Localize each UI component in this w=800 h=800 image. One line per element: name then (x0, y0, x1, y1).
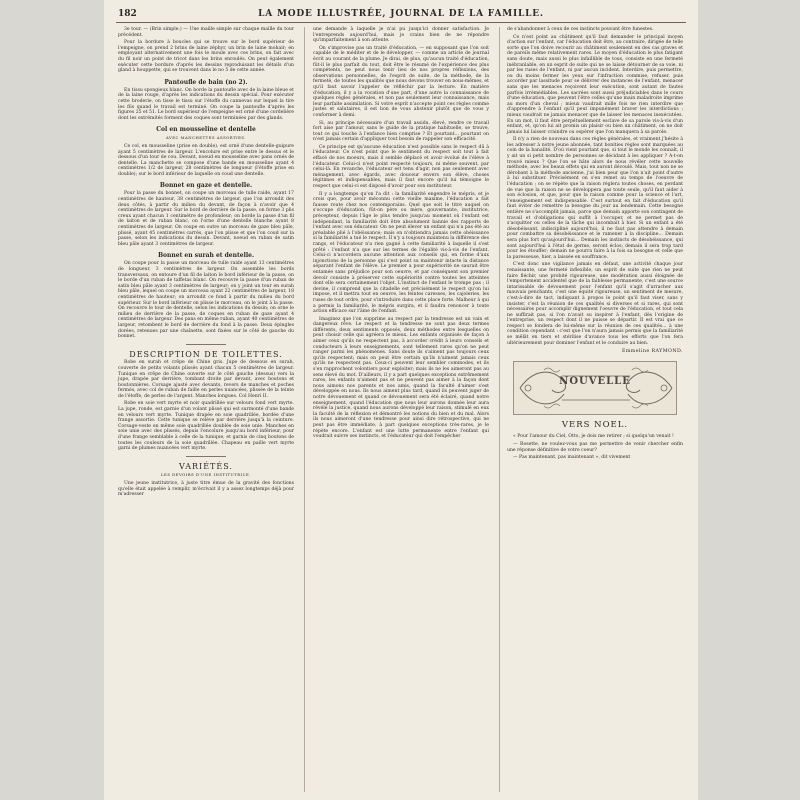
newspaper-page (104, 0, 698, 800)
paragraph: Une jeune institutrice, à juste titre émue de la gravité des fonctions qu'elle était appelée à remplir, m'écrivait il y a assez longtemps déjà pour m'adresser (118, 481, 294, 498)
paragraph: On coupe pour la passe un morceau de tulle raide ayant 13 centimètres de longueur, 3 centimètres de largeur. On assemble les bords transversaux, on entoure d'un fil de laiton le bord inférieur de la passe, on le borde d'un ruban de taffetas blanc. On recouvre la passe d'un ruban de satin bleu pâle ayant 3 centimètres de largeur; on y joint un tour en surah bleu pâle, lequel on coupe un morceau ayant 22 centimètres de largeur, 18 centimètres de hauteur; on arrondit ce fond à partir du milieu du bord supérieur. Sur le bord inférieur on plisse le morceau, on le joint à la passe. On recouvre le tour de dentelle, selon les indications du dessin; on orne le milieu de derrière de la passe, de coques en ruban de gaze ayant 4 centimètres de largeur. Des pans en même ruban, ayant 40 centimètres de largeur, retombent le bord de derrière du fond à la passe. Deux épingles dorées, retenues par une chaînette, sont fixées sur le côté de gauche du bonnet. (118, 261, 294, 340)
paragraph: Ce principe est qu'aucune éducation n'est possible sans le respect dû à l'éducateur. Ce n'est point que le sentiment du respect soit tout à fait effacé de nos moeurs, mais il semble déplacé et avoir évolué de l'élève à l'éducateur. Celui-ci n'est point respecté toujours, ni même souvent, par celui-là. En revanche, l'éducateur est tenu d'agir, non pas seulement avec ménagement, avec égards, avec douceur envers son élève, choses légitimes et indispensables, mais il faut encore qu'il lui témoigne le respect que celui-ci est disposé d'avoir pour son instituteur. (313, 144, 489, 190)
section-title: Bonnet en surah et dentelle. (157, 252, 255, 260)
paragraph: Il y a longtemps qu'on l'a dit : la familiarité engendre le mépris, et je crois que, pour avoir méconnu cette vieille maxime, l'éducation a fait fausse route chez nos contemporains. Quel que soit le titre auquel on s'occupe d'éducation, fût-on père ou mère, gouvernante, institutrice, précepteur, depuis l'âge le plus tendre jusqu'au moment où l'enfant est indépendant, la familiarité doit être absolument bannie des rapports de l'enfant avec son éducateur. On ne peut élever un enfant qui n'a pas été au préalable plié à l'obéissance; mais on n'obtiendra jamais cette obéissance si la familiarité a tué le respect. Il n'y a toujours maintenu la différence des rangs, et l'éducateur n'a rien gagné à cette familiarité à laquelle il s'est prêté : l'enfant n'a que sur les termes de l'égalité vis-à-vis de l'enfant. Celui-ci n'accordera aucune attention aux conseils qui, en forme d'aux injonctions de la personne qui s'est point su maintenir intacte la distance séparant l'enfant de l'élève. Le premier a pour supériorité ne saurait être entamée sans préjudice pour son oeuvre, et par conséquent son premier devoir consiste à préserver cette supériorité contre toutes les atteintes dont elle sera certainement l'objet. L'instinct de l'enfant le trompe pas ; il devine, il comprend que la citadelle est précisément le respect qu'on lui impose, et il mettra tout en oeuvre, les feintes caresses, les cajoleries, les ruses de tout ordre, pour s'introduire dans cette place forte. Malheur à qui a permis la familiarité, le mépris surgira, et il faudra renoncer à toute action efficace sur l'âme de l'enfant. (313, 191, 489, 315)
paragraph: En tissu spongieux blanc. On borde la pantoufle avec de la laine bleue et de la laine rouge, d'après les indications du dessin spécial. Pour exécuter cette broderie, on tisse le tissu sur l'étoffe du cannevas sur lequel la tire les fils quand le travail est terminé. On coupe la pantoufle d'après les figures 25 et 51. Le bord supérieur de l'empeigne est orné d'une cordelière dont les extrémités forment des coques sont terminées par des glands. (118, 87, 294, 121)
section-divider (186, 344, 226, 345)
paragraph: — Rosette, ne voulez-vous pas me permettre de venir chercher enfin une réponse définitive de votre coeur? (507, 442, 683, 453)
section-title: DESCRIPTION DE TOILETTES. (129, 349, 283, 359)
column-1 (118, 27, 294, 500)
paragraph: une demande à laquelle je n'ai pu jusqu'ici donner satisfaction. Je l'entreprends aujourd'hui, mais je crains bien de ne répondre qu'imparfaitement à son attente. (313, 27, 489, 44)
nouvelle-banner (513, 361, 677, 415)
section-title: Pantoufle de bain (no 2). (164, 78, 248, 86)
section-title: Bonnet en gaze et dentelle. (159, 182, 253, 190)
paragraph: Robe en surah et crêpe de Chine gris. Jupe de dessous en surah, couverte de petits volants plissés ayant chacun 5 centimètres de largeur. Tunique en crêpe de Chine ouverte sur le côté gauche (dessus) vers la jupe, drapée par derrière, tombant droite par devant, avec boutons et boutonnières. Corsage ajusté avec devants, revers de manches et poches fermés, avec col de ruban de faille en perles nuancées, plissée de la teinte de l'étoffe, de perles de l'argent. Manches longues. Col Henri II. (118, 360, 294, 399)
section-divider (186, 456, 226, 457)
paragraph: Pour la bordure à boucles qui se trouve sur le bord supérieur de l'empeigne, on prend 2 brins de laine zéphyr, un brin de laine mohair; en employant alternativement une fois le moule avec ces brins, on fait avec du fil noir un point de tricot dans les brins enroulés. On peut également exécuter cette bordure d'après les dessins reproduisant les détails d'un gland à houppette, qui se trouvent dans le no 5 de cette année. (118, 40, 294, 74)
column-3 (507, 27, 683, 463)
section-title: Col en mousseline et dentelle (156, 126, 256, 134)
column-divider (499, 27, 500, 792)
column-2 (313, 27, 489, 442)
paragraph: Pour la passe du bonnet, on coupe un morceau de tulle raide, ayant 17 centimètres de hauteur, 38 centimètres de largeur, que l'on arrondit des deux côtés, à partir du milieu du devant, de façon à n'avoir que 4 centimètres de largeur. Sur le bord de derrière de la passe, on forme 3 plis creux ayant chacun 1 centimètre de profondeur; on borde la passe d'un fil de laiton et de ruban blanc, on l'orne d'une dentelle blanche ayant 8 centimètres de largeur. On coupe en outre un morceau de gaze bleu pâle, plissé, ayant 45 centimètres carrés, que l'on plisse et que l'on coud sur la passe, selon les indications du dessin. Devant, noeud en ruban de satin bleu pâle ayant 3 centimètres de largeur. (118, 191, 294, 247)
author-signature: Emmeline RAYMOND. (621, 349, 683, 355)
paragraph: Ce col, en mousseline (prise en double), est orné d'une dentelle-guipure ayant 5 centimètres de largeur. L'encolure est prise entre le dessus et le dessous d'un tour de cou. Devant, noeud en mousseline avec pans ornés de dentelle. La manchette se compose d'une bande en mousseline ayant 4 centimètres 1/2 de largeur, 28 centimètres de longueur (l'étoffe prise en double); sur le bord inférieur de laquelle on coud une dentelle. (118, 143, 294, 177)
paragraph: 3e tour. — (Brin simple.) — Une maille simple sur chaque maille du tour précédent. (118, 27, 294, 38)
paragraph: Robe en soie vert myrte et noir quadrillée sur velours fond vert myrte. La jupe, ronde, est garnie d'un volant plissé qui est surmonté d'une bande en velours vert myrte. Tunique drapée en soie quadrillée, bordée d'une frange assortie. Cette tunique se relève par derrière jusqu'à la ceinture. Corsage-veste en même soie quadrillée doublée de soie unie. Manches en soie unie avec des plissés, depuis l'encolure jusqu'au bord inférieur, pour d'une frange semblable à celle de la tunique, et garnis de cinq boutons de toutes les couleurs de la soie quadrillée. Chapeau en paille vert myrte garni de plumes nuancées vert myrte. (118, 401, 294, 452)
paragraph: Imaginez que l'on supprime au respect par la tendresse est un vain et dangereux rêve. Le respect et la tendresse ne sont pas deux termes différents, deux sentiments opposés, deux méthodes entre lesquelles on peut choisir celle qui agréera le mieux. Les enfants organisés de façon à aimer ceux qu'ils ne respectent pas, à accorder crédit à leurs conseils et conducteurs à leurs enseignements, sont tellement rares qu'on ne peut ranger parmi les phénomènes. Sans doute ils s'aiment pas toujours ceux qu'ils respectent; mais on peut être certain qu'ils n'aiment jamais ceux qu'ils ne respectent pas. Ceux-ci peuvent leur sembler commodes, et ils s'en rapprochent volontiers pour exploiter; mais ils ne les aimeront pas au sens élevé du mot. D'ailleurs, il y a part quelques exceptions extrêmement rares, les enfants n'aiment pas et ne peuvent pas aimer à la façon dont nous aimons nos parents et nos amis, quand la faculté d'aimer s'est développée en nous. Ils nous aiment plus tard, quand ils peuvent juger de notre dévouement et quand ce dévouement sera été éclairé, quand notre enseignement, quand l'éducation que nous leur aurons donnée leur aura révélé la justice, quand nous aurons développé leur raison, stimulé en eux la faculté de la réflexion et démontré les notions du bien et du mal. Alors ils nous aimeront d'une tendresse pour ainsi dire rétrospective, qui ne peut pas être immédiate, à part quelques exceptions très-rares, je le répète encore. L'enfant est une lutte permanente entre l'enfant qui voudrait suivre ses instincts, et l'éducateur qui doit l'empêcher (313, 316, 489, 440)
paragraph: de s'abandonner à ceux de ces instincts pouvant être funestes. (507, 27, 654, 32)
column-divider (304, 27, 305, 792)
paragraph: C'est donc une vigilance jamais en défaut, une activité chaque jour renaissante, une fermeté inflexible, un esprit de suite que rien ne peut faire fléchir, une probité rigoureuse, une modération aussi éloignée de l'emportement accidentel que de la faiblesse permanente, c'est une source intarissable de dévouement pour l'enfant qu'il s'agit d'arracher aux mauvais penchants, c'est une équité rigoureuse, un sentiment de mesure, c'est-à-dire de tact, indiquant à propos le point qu'il faut viser, sans y insister, c'est la réunion de ces qualités si diverses et si rares, qui sont nécessaires pour accomplir dignement l'oeuvre de l'éducation, et tout cela ne suffirait pas, si l'on n'avait su inspirer à l'enfant, dès l'origine de l'entreprise, un respect dont il ne puisse se départir. Il est vrai que ce respect se fondera de lui-même sur la réunion de ces qualités... à une condition cependant : c'est que l'on n'aura jamais permis que la familiarité se mêlât en tiers et stérilise d'avance tous les efforts que l'on fera ultérieurement pour dominer l'enfant et le conduire au bien. (507, 262, 683, 346)
paragraph: Ce n'est point au châtiment qu'il faut demander le principal moyen d'action sur l'enfant, car l'éducation doit être, au contraire, dirigée de telle sorte que l'on doive recourir au châtiment seulement en des cas graves et de pareils même relativement rares. Le moyen d'éducation le plus fatigant sans doute, mais aussi le plus infaillible de tous, consiste en une fermeté inébranlable, en un esprit de suite qui ne se laisse détourner de sa voie, ni par les ruses de l'enfant, ni par aucun incident. Interdire, puis permettre, ou du moins fermer les yeux sur l'infraction commise, refuser, puis accorder par lassitude pour se délivrer des instances de l'enfant, menacer sans que les menaces reçoivent leur exécution, sont autant de fautes parfois irrémédiables. Les sacrées sont aussi préjudiciables dans le cours d'une éducation, que peuvent l'être celles qu'une main maladroite imprime au mors d'un cheval ; mieux vaudrait mille fois ne rien interdire que d'apprendre à l'enfant qu'il peut impunément braver les interdictions ; mieux vaudrait ne jamais menacer que de laisser les menaces inexécutées. En un mot, il faut être perpétuellement esclave de sa parole vis-à-vis d'un enfant, et, qu'on lui ait promis un plaisir ou bien un châtiment, on ne doit jamais lui laisser craindre ou espérer que l'on manquera à sa parole. (507, 34, 683, 135)
story-title: VERS NOEL. (561, 419, 629, 430)
paragraph: On s'improvise pas un traité d'éducation, — en supposant que l'on soit capable de le méditer et de le développer, — comme un article de journal écrit au courant de la plume. Je dirai, de plus, qu'aucun traité d'éducation, fût-il le plus parfait du tout, doit être le résumé de l'expérience des plus compétents, ne peut nous tenir lieu de nos propres réflexions, des observations personnelles, de l'esprit de suite, de la méthode, de la fermeté, de toutes les qualités que nous devons trouver en nous-mêmes, et qu'il faut savoir l'appeler de réfléchir par la lecture. En matière d'éducation, il y a la vocation d'une part, d'une autre la connaissance de quelques règles générales, et non pas seulement leur connaissance, mais leur parfaite assimilation. Si votre esprit n'accepte point ces règles comme justes et salutaires, il est bon de vous abstenir plutôt que de vous y conformer à demi. (313, 45, 489, 118)
section-title: VARIÉTÉS. (179, 461, 233, 471)
banner-title: NOUVELLE (559, 375, 631, 387)
paragraph: Si, au principe nécessaire d'un travail assidu, élevé, rendre ce travail fort aise par l'amour, sans le guide de la pratique habituelle, se trouve, tout ce qui touche à l'enfance bien comprise ? Et pourtant... pourtant on n'est jamais certain d'appliquer tout besoin de rappeler son efficacité. (313, 120, 489, 143)
paragraph: Il n'y a rien de nouveau dans ces règles générales, et vraiment j'hésite à les adresser à notre jeune abonnée, tant bonities règles sont marquées au coin de la banalité. D'où vient pourtant que, si tout le monde les connaît, il y ait un si petit nombre de personnes se décidant à les appliquer ? A-t-on trouvé mieux ? Que l'on se hâte alors de nous révéler cette nouvelle méthode, avec les beaux effets qui en auront découlé. Mais, tout non ne se dérobant à la méthode ancienne, j'ai bien peur que l'on n'ait point d'autre à lui substituer. Précisément on s'en remet au temps de l'oeuvre de l'éducation ; on se répète que la raison réglera toutes choses, en perdant de vue que la raison ne se développera pas toute seule, qu'il faut aider à son éclosion, et que, pour que la raison comme pour la science et l'art, l'enseignement est indispensable. C'est surtout en fait d'éducation qu'il faut éviter de remettre la besogne du jour au lendemain. Cette besogne entière ne s'accomplit jamais, parce que demain apporte son contingent de travail et d'obligations qui suffit à l'occuper, et ne permet pas de s'acquitter ou celles de la tâche qui incombait à hier. Si un enfant a été désobéissant, indiscipliné aujourd'hui, il ne faut pas attendre à demain pour combattre sa désobéissance et le ramener à la discipline... Demain sera plus fort qu'aujourd'hui... Demain les instincts de désobéissance, qui sont aujourd'hui à l'état de germe, seront éclos; demain il sera trop tard pour les étouffer; demain ne pourra faire à la fois sa besogne et celle que la paresseuse, hier, a laissée en souffrance. (507, 137, 683, 260)
paragraph: — Pas maintenant, pas maintenant », dit vivement (513, 455, 631, 461)
section-subtitle: AVEC MANCHETTES ASSORTIES. (165, 135, 247, 141)
ornament-icon (514, 362, 678, 414)
running-title: LA MODE ILLUSTRÉE, JOURNAL DE LA FAMILLE. (258, 9, 544, 19)
header-rule (116, 22, 686, 23)
paragraph: « Pour l'amour du Ciel, Otto, je dois me retirer ; si quelqu'un venait ! (513, 434, 674, 440)
page-number: 182 (118, 9, 137, 19)
section-subtitle: LES DEVOIRS D'UNE INSTITUTRICE. (161, 472, 251, 478)
